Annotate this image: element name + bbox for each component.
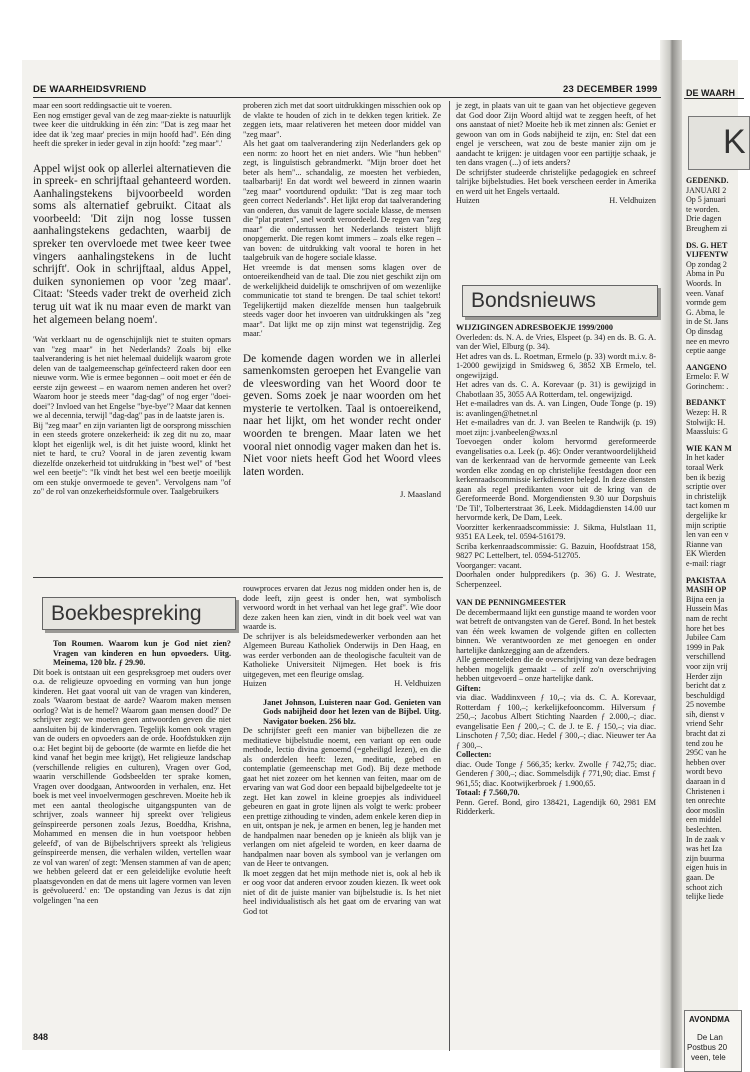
adjacent-line: door moslin [686,805,725,815]
adjacent-line: sih, dienst v [686,709,725,719]
adjacent-line: len van een v [686,530,729,540]
adjacent-line: PAKISTAA [686,575,727,585]
adjacent-line: 1999 in Pak [686,642,725,652]
adjacent-line: hebben over [686,757,726,767]
adjacent-line: mijn scriptie [686,520,727,530]
paragraph: 'Wat verklaart nu de ogenschijnlijk niet te stuiten opmars van "zeg maar" in het Nederlands? Zoals bij elke taalverandering is het niet helemaal duidelijk waarom grote delen van de taalgemeenschap geïnfecteerd raken door een nieuwe vorm. Wie is ermee begonnen – ooit moet er één de eerste zijn geweest – en waarom nemen anderen het over? Waarom hoor je steeds meer "dag-dag" of nog erger "doei-doei"? Invloed van het Engelse "bye-bye"? Maar dat kennen we al decennia, terwijl "dag-dag" pas in de laatste jaren is. [33,335,231,421]
adjacent-line: verschillend [686,652,726,662]
paragraph: je zegt, in plaats van uit te gaan van het objectieve gegeven dat God door Zijn Woord altijd wat te zeggen heeft, of het ons aanstaat of niet? Moeite heb ik met zinnen als: Geniet er gewoon van om in Gods nabijheid te zijn, en: Stel dat een engel je verscheen, wat zou de beste manier zijn om je aandacht te krijgen: je uitdagen voor een partijtje schaak, je ten dans vragen (...) of iets anders? [456,101,656,167]
adjacent-line: Hussein Mas [686,604,728,614]
adjacent-line: in christelijk [686,491,727,501]
signature-name: H. Veldhuizen [609,196,656,205]
article-column-3 [456,101,656,206]
review-signature [243,679,441,689]
adjacent-line: beschuldigd [686,690,725,700]
section-heading: VAN DE PENNINGMEESTER [456,598,566,607]
adjacent-line [686,569,732,576]
review-heading: Ton Roumen. Waarom kun je God niet zien? Vragen van kinderen en hun opvoeders. Uitg. Meinema, 120 blz. ƒ 29.90. [53,639,231,667]
publication-name: DE WAARHEIDSVRIEND [33,84,147,95]
adjacent-line: Gorinchem: . [686,381,729,391]
signature-place: Huizen [456,196,480,205]
adjacent-line: eigen huis in [686,863,727,873]
adjacent-line: Op 5 januari [686,195,726,205]
page-gutter [660,40,682,1068]
collecten-label: Collecten: [456,750,492,759]
adjacent-line: nee en mevro [686,336,730,346]
boekbespreking-title: Boekbespreking [42,597,236,630]
total-amount: Totaal: ƒ 7.560,70. [456,788,520,797]
adjacent-page [682,60,746,1068]
adjacent-line [686,391,732,398]
adjacent-line: tact komen m [686,501,730,511]
review-body: Dit boek is ontstaan uit een gespreksgroep met ouders over o.a. de religieuze opvoeding en vorming van hun jonge kinderen. Het gaat vooral uit van de vragen van kinderen, zoals 'Waarom bestaat de aarde? Waarom maken mensen oorlog? Wat is de hemel? Waarom gaan mensen dood?' De schrijver zegt: we moeten geen antwoorden geven die niet aansluiten bij de kindervragen. Tegelijk komen ook vragen van de ouders en opvoeders aan de orde. Hoofdstukken zijn o.a: Het begint bij de geboorte (de warmte en liefde die het kind vanaf het begin mee krijgt), Het religieuze landschap (verschillende religies en culturen), Vragen over God, waarin verschillende Godsbeelden ter sprake komen, Vragen over doodgaan, Antwoorden in verhalen, enz. Het boek is met veel invoelvermogen geschreven. Moeite heb ik met een aantal theologische uitgangspunten van de schrijver, zoals wanneer hij spreekt over 'religieus geïnspireerde personen zoals Jezus, Boeddha, Krishna, Mohammed en mensen die in hun voetspoor hebben geleefd', of van de Bijbelschrijvers spreekt als 'religieus geïnspireerde mensen, die verhalen wilden, vertellen waar ze vol van waren' of zegt: 'Mensen stammen af van de apen; we hebben geleerd dat er een geleidelijke evolutie heeft plaatsgevonden en dat de mens uit lagere vormen van leven is geëvolueerd.' en: 'De opstanding van Jezus is dat zijn volgelingen "na een [33,667,231,905]
adjacent-line: JANUARI 2 [686,185,727,195]
review-heading: Janet Johnson, Luisteren naar God. Genieten van Gods nabijheid door het lezen van de Bijbel. Uitg. Navigator boeken. 256 blz. [263,697,441,726]
paragraph: maar een soort reddingsactie uit te voeren. [33,101,172,110]
adjacent-line: G. Abma, le [686,307,725,317]
adjacent-footer-line: De Lan [697,1033,723,1042]
adjacent-footer-line: Postbus 20 [687,1043,728,1052]
issue-date: 23 DECEMBER 1999 [563,84,658,95]
adjacent-line: nam de recht [686,613,728,623]
article-column-1 [33,101,231,497]
adjacent-line: telijke liede [686,892,724,902]
paragraph: Een nog ernstiger geval van de zeg maar-ziekte is natuurlijk twee keer die uitdrukking in één zin: "Dat is zeg maar het idee dat ik 'zeg maar' precies in mijn hoofd had". Eén ding heeft die spreker in ieder geval in zijn hoofd: "zeg maar".' [33,110,231,148]
bondsnieuws-title: Bondsnieuws [462,285,658,317]
author-signature: J. Maasland [399,489,441,500]
review-column-1 [33,639,231,905]
adjacent-line [686,356,732,363]
bondsnieuws-section [456,323,656,817]
adjacent-line: AANGENO [686,362,727,372]
adjacent-line: e-mail: riagr [686,558,726,568]
adjacent-line: ten onrechte [686,796,726,806]
adjacent-line: In het kader [686,453,725,463]
page-number: 848 [33,1032,49,1042]
adjacent-line: Drie dagen [686,214,722,224]
review-continuation: rouwproces ervaren dat Jezus nog midden onder hen is, de dode leeft, zijn geest is onder hen, wat symbolisch verwoord wordt in het verhaal van het lege graf". Wie door deze zaken heen kan zien, vindt in dit boek veel wat van waarde is. De schrijver is als beleidsmedewerker verbonden aan het Algemeen Bureau Katholiek Onderwijs in Den Haag, en was eerder verbonden aan de theologische faculteit van de Katholieke Universiteit Nijmegen. Het boek is fris uitgegeven, met een fleurige omslag. [243,584,441,679]
adjacent-line: bericht dat z [686,681,726,691]
adjacent-line: toraal Werk [686,463,724,473]
adjacent-line: beslechten. [686,825,722,834]
collecten-list: diac. Oude Tonge ƒ 566,35; kerkv. Zwolle ƒ 742,75; diac. Genderen ƒ 300,–; diac. Sommelsdijk ƒ 771,90; diac. Emst ƒ 961,55; diac. Kootwijkerbroek ƒ 1.900,65. [456,759,656,788]
adjacent-line: Ermelo: F. W [686,372,729,382]
adjacent-line: daaraan in d [686,777,726,787]
adjacent-initial: K [723,123,746,161]
adjacent-line: veen. Vanaf [686,288,724,298]
adjacent-text [686,176,732,902]
adjacent-header-rule [684,98,744,99]
adjacent-line: Bijna een ja [686,594,725,604]
paragraph: Als het gaat om taalverandering zijn Nederlanders gek op een norm: zo hoort het en niet anders. Wie "hun hebben" zegt, is linguïstisch gebrandmerkt. "Mijn broer doet het beter als hem"... schandalig, ze moesten het verbieden, taalbarbarij! En dat wordt wel beweerd in zinnen waarin "zeg maar" voortdurend opduikt: "Dat is zeg maar toch geen correct Nederlands". Het lijkt erop dat taalverandering van onderen, dus vanuit de lagere sociale klasse, de mensen die "plat praten", snel wordt veroordeeld. De regen van "zeg maar" die ondertussen het Nederlands teistert blijft onopgemerkt. Die regen komt immers – zoals elke regen – van boven: de uitdrukking valt vooral te horen in het taalgebruik van de hogere sociale klasse. [243,139,441,262]
adjacent-line: Op dinsdag [686,326,723,336]
adjacent-line: tend zou he [686,738,723,748]
adjacent-line: ben ik bezig [686,472,726,482]
signature-name: H. Veldhuizen [394,679,441,688]
adjacent-line: scriptie over [686,482,726,492]
review-column-2 [243,584,441,916]
paragraph: Het vreemde is dat mensen soms klagen over de ontoereikendheid van de taal. Die zou niet geschikt zijn om de werkelijkheid duidelijk te omschrijven of om wezenlijke communicatie tot stand te brengen. De taal schiet tekort! Tegelijkertijd maken diezelfde mensen hun taalgebruik steeds vager door het invoeren van uitdrukkingen als "zeg maar". Dat lijkt me op zijn minst wat tegenstrijdig. Zeg maar.' [243,262,441,338]
treasurer-address: Penn. Geref. Bond, giro 138421, Lagendijk 60, 2981 EM Ridderkerk. [456,797,656,816]
adjacent-line: MASIH OP [686,585,727,595]
section-divider [33,577,443,578]
adjacent-line: te worden. [686,204,720,214]
giften-list: via diac. Waddinxveen ƒ 10,–; via ds. C. A. Korevaar, Rotterdam ƒ 100,–; kerkelijkefooncomm. Hilversum ƒ 250,–; Jacobus Albert Stichting Naarden ƒ 2.000,–; diac. evangelisatie Een ƒ 200,–; C. de J. te E. ƒ 150,–; via diac. Linschoten ƒ 7,50; diac. Hedel ƒ 300,–; diac. Nieuwer ter Aa ƒ 300,–. [456,693,656,750]
article-column-2 [243,101,441,500]
adjacent-line: BEDANKT [686,398,726,408]
header-rule [33,97,661,98]
adjacent-line: Stolwijk: H. [686,417,726,427]
adjacent-line: Wezep: H. R [686,408,727,418]
adjacent-line: In de zaak v [686,834,725,844]
adjacent-header: DE WAARH [686,88,735,98]
adjacent-line: DS. G. HET [686,240,728,250]
adjacent-footer-line: veen, tele [691,1053,726,1062]
adjacent-footer-title: AVONDMA [689,1015,730,1024]
adjacent-line: ceptie aange [686,346,726,356]
closing-paragraph: De komende dagen worden we in allerlei samenkomsten geroepen het Evangelie van de vleeswording van het Woord door te geven. Soms zoek je naar woorden om het mysterie te vertolken. Taal is ontoereikend, naar het lijkt, om het wonder recht onder woorden te brengen. Maar laten we het vooral niet onnodig vager maken dan het is. Niet voor niets heeft God het Woord vlees laten worden. [243,352,441,478]
adjacent-line: GEDENKD. [686,176,729,185]
giften-label: Giften: [456,683,482,693]
adjacent-line: Christenen i [686,786,725,796]
paragraph: Bij "zeg maar" en zijn varianten ligt de oorsprong misschien in een steeds grotere onzekerheid: ik zeg dit nu zo, maar klopt het eigenlijk wel, is dit het juiste woord, klinkt het niet te hard, te cru? Vooral in de jaren zeventig kwam diezelfde onzekerheid tot uitdrukking in "best wel" of "best wel een beetje": "Ik vindt het best wel een beetje moeilijk om een stukje onvermoede te geven". Vervolgens nam "of zo" de rol van onzekerheidsformule over. Taalgebruikers [33,420,231,497]
signature-place: Huizen [243,679,267,688]
column-rule [449,101,450,1051]
adjacent-line: Op zondag 2 [686,259,727,269]
adjacent-line: Abma in Pu [686,269,725,279]
adjacent-line [686,437,732,444]
adjacent-line: dergelijke kr [686,511,727,520]
adjacent-line: wordt bevo [686,767,723,777]
adjacent-line: Woords. In [686,278,722,288]
adjacent-line: Breughem zi [686,223,728,233]
adjacent-footer-box [684,1010,742,1072]
adjacent-line: WIE KAN M [686,443,732,453]
adjacent-line: 25 novembe [686,700,726,710]
adjacent-line: voor zijn vrij [686,661,728,671]
adjacent-line: Maassluis: G [686,427,728,437]
treasurer-text: De decembermaand lijkt een gunstige maand te worden voor wat betreft de ontvangsten van de Geref. Bond. In het bestek van één week kwamen de volgende giften en collecten binnen. We verantwoorden ze met genoegen en onder hartelijke dankzegging aan de afzenders. Alle gemeenteleden die de overschrijving van deze bedragen hebben mogelijk gemaakt – of zelf zo'n overschrijving hebben uitgevoerd – onze hartelijke dank. [456,607,656,683]
paragraph: proberen zich met dat soort uitdrukkingen misschien ook op de vlakte te houden of zich in te dekken tegen kritiek. Ze zeggen iets, maar relativeren het meteen door middel van "zeg maar". [243,101,441,139]
adjacent-line: was het Iza [686,844,722,854]
adjacent-line: vriend Sehr [686,719,724,729]
highlight-paragraph: Appel wijst ook op allerlei alternatieven die in spreek- en schrijftaal gehanteerd worden. Aanhalingstekens bijvoorbeeld worden soms als alternatief gebruikt. Citaat als voorbeeld: 'Dit zijn nog losse tussen aanhalingstekens gedachten, waarbij de spreker ten overvloede met twee keer twee vingers aanhalingstekens in de lucht schrijft'. Ook in schrijftaal, aldus Appel, duiken synoniemen op voor 'zeg maar'. Citaat: 'Steeds vader trekt de overheid zich terug uit wat ik nu maar even de markt van het algemeen belang noem'. [33,162,231,326]
adjacent-line: Jubilee Cam [686,633,726,643]
adjacent-line: gaan. De [686,872,715,882]
review-signature [456,196,656,206]
adjacent-line: 295C van he [686,748,727,758]
section-heading: WIJZIGINGEN ADRESBOEKJE 1999/2000 [456,323,613,332]
adjacent-line: EK Wierden [686,549,726,559]
adjacent-line: in de St. Jans [686,317,729,327]
review-body: De schrijfster geeft een manier van bijbellezen die ze meditatieve bijbelstudie noemt, een variant op een oude methode, lectio divina genoemd (=geheiligd lezen), en die als onderdelen heeft: lezen, meditatie, gebed en contemplatie (gemeenschap met God). Bij deze methode gaat het niet zozeer om het kennen van feiten, maar om de ervaring van wat God door een bepaald bijbelgedeelte tot je zegt. Het kan zowel in kleine groepjes als individueel gebeuren en gaat in grote lijnen als volgt te werk: probeer een prettige zithouding te vinden, adem enkele keren diep in en uit, ontspan je nek, je armen en benen, leg je handen met de handpalmen naar beneden op je knieën als blijk van je verlangen om niet afgeleid te worden, en keer daarna de handpalmen naar boven als symbool van je verlangen om van de Heer te ontvangen. Ik moet zeggen dat het mijn methode niet is, ook al heb ik er oog voor dat anderen ervoor zouden kiezen. Ik weet ook niet of dit de juiste manier van bijbelstudie is. Is het niet heel individualistisch als het gaat om de ervaring van wat God tot [243,726,441,916]
adjacent-line: Herder zijn [686,671,723,681]
adjacent-line: VIJFENTW [686,250,729,260]
adjacent-line: een middel [686,815,722,825]
adjacent-line: hore het bes [686,623,725,633]
adjacent-line: Rianne van [686,539,723,549]
adjacent-box [688,116,750,170]
address-changes: Overleden: ds. N. A. de Vries, Elspeet (p. 34) en ds. B. G. A. van der Wiel, Elburg (p. 34). Het adres van ds. L. Roetman, Ermelo (p. 33) wordt m.i.v. 8-1-2000 gewijzigd in Smidsweg 6, 3852 XB Ermelo, tel. ongewijzigd. Het adres van ds. C. A. Korevaar (p. 31) is gewijzigd in Chabotlaan 35, 3055 AA Rotterdam, tel. ongewijzigd. Het e-mailadres van ds. A. van Lingen, Oude Tonge (p. 19) is: avanlingen@hetnet.nl Het e-mailadres van dr. J. van Beelen te Randwijk (p. 19) moet zijn: j.vanbeelen@wxs.nl Toevoegen onder kolom hervormd gereformeerde evangelisaties o.a. Leek (p. 46): Onder verantwoordelijkheid van de kerkenraad van de hervormde gemeente van Leek worden elke zondag en op christelijke feestdagen door een kerkenraadscommissie kerkdiensten belegd. In deze diensten gaan als regel predikanten voor uit de kring van de Gereformeerde Bond. Morgendiensten 9.30 uur Dorpshuis 'De Til', Tolberterstraat 36, Leek. Middagdiensten 14.00 uur hervormde kerk, De Dam, Leek. Voorzitter kerkenraadscommissie: J. Sikma, Hulstlaan 11, 9351 EA Leek, tel. 0594-516179. Scriba kerkenraadscommissie: G. Bazuin, Hoofdstraat 158, 9827 PC Lettelbert, tel. 0594-512705. Voorganger: vacant. Doorhalen onder hulppredikers (p. 36) G. J. Westrate, Scherpenzeel. [456,332,656,589]
adjacent-line: bracht dat zi [686,729,726,739]
adjacent-line: zijn buurma [686,853,725,863]
adjacent-line [686,234,732,241]
adjacent-line: vormde gem [686,298,727,308]
paragraph: De schrijfster studeerde christelijke pedagogiek en schreef talrijke bijbelstudies. Het boek verscheen eerder in Amerika en werd uit het Engels vertaald. [456,167,656,196]
adjacent-line: schoot zich [686,882,723,892]
